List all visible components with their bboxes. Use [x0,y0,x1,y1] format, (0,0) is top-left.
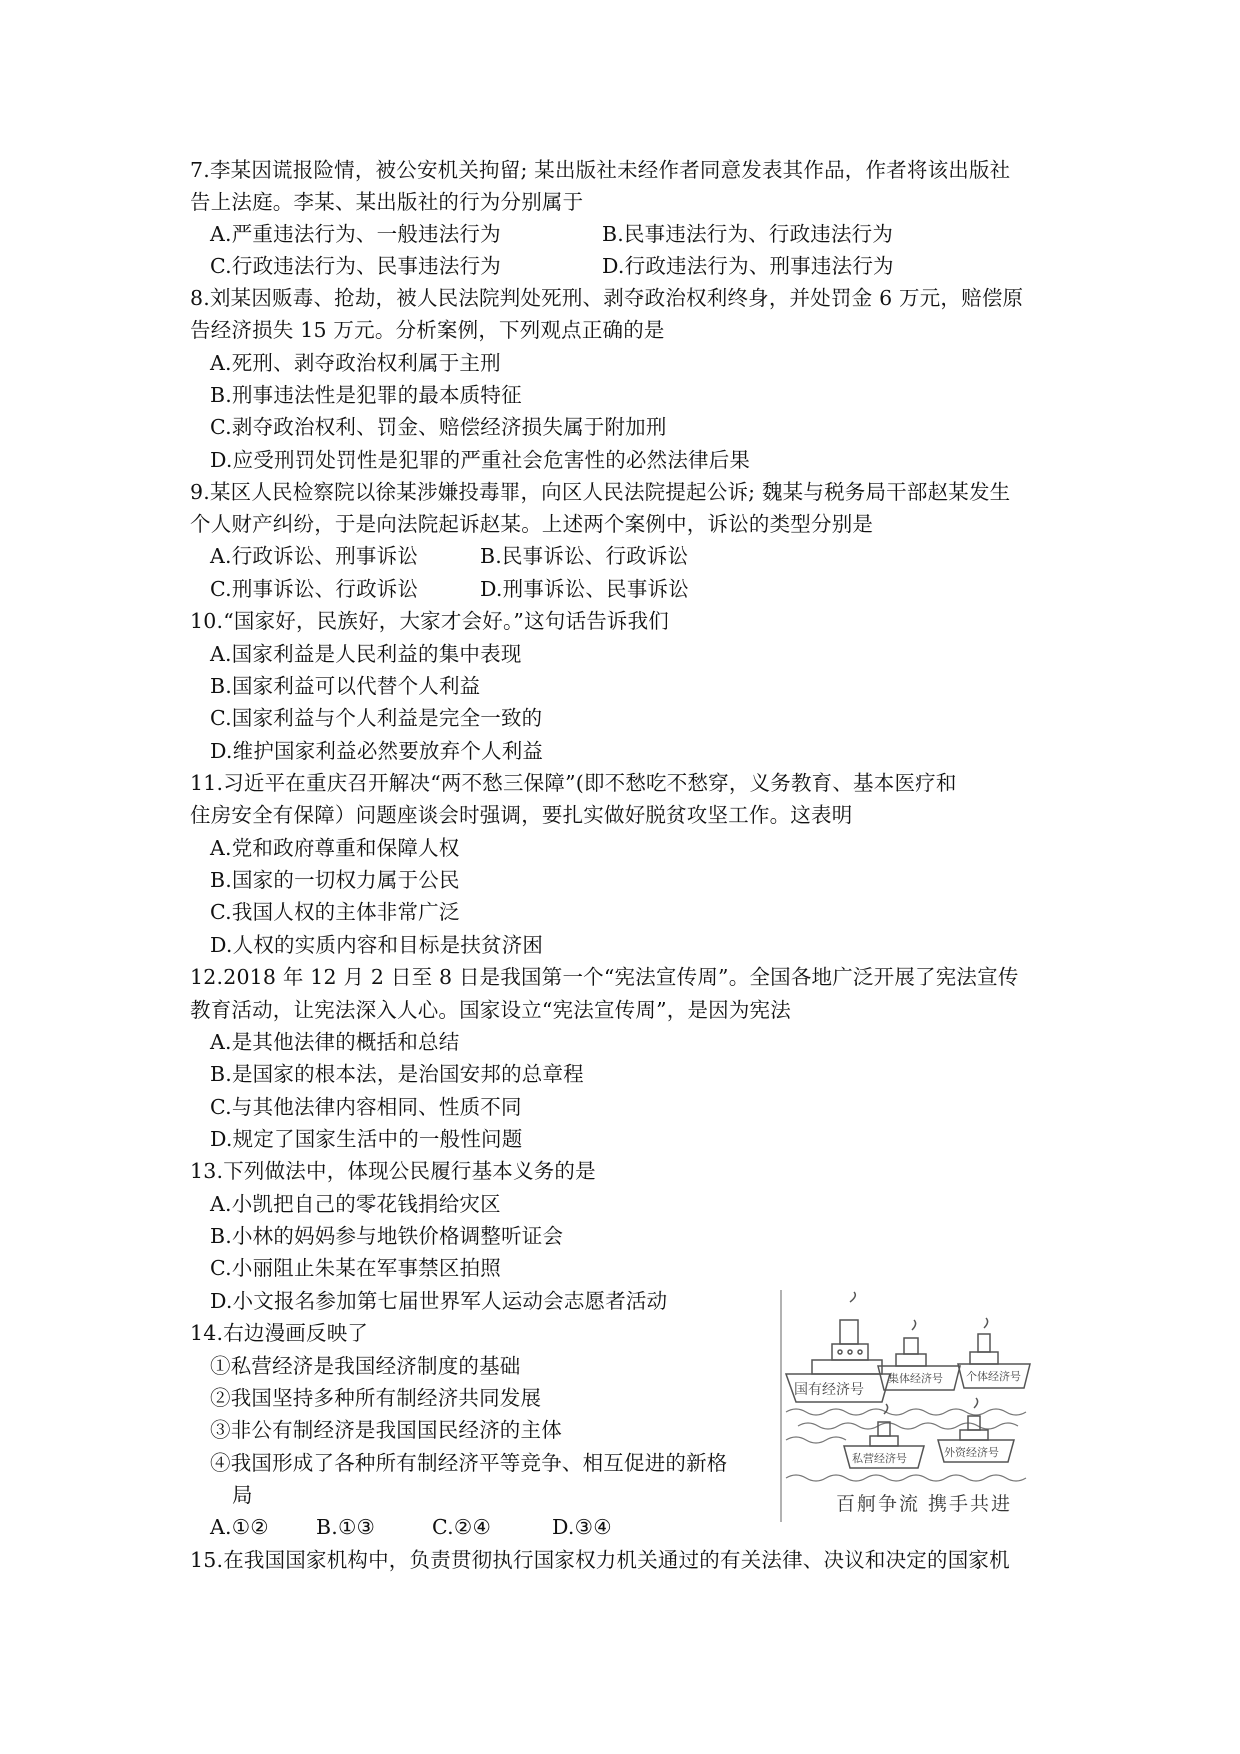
q14-statement-1: ①私营经济是我国经济制度的基础 [210,1354,521,1378]
q9-option-b: B.民事诉讼、行政诉讼 [480,544,689,568]
q10-option-a: A.国家利益是人民利益的集中表现 [210,642,522,666]
q13-stem: 13.下列做法中，体现公民履行基本义务的是 [190,1159,596,1183]
q14-stem: 14.右边漫画反映了 [190,1321,369,1345]
q8-option-d: D.应受刑罚处罚性是犯罪的严重社会危害性的必然法律后果 [210,448,751,472]
q7-option-b: B.民事违法行为、行政违法行为 [602,222,894,246]
q12-option-a: A.是其他法律的概括和总结 [210,1030,460,1054]
q9-option-d: D.刑事诉讼、民事诉讼 [480,577,689,601]
q11-option-a: A.党和政府尊重和保障人权 [210,836,460,860]
q8-option-c: C.剥夺政治权利、罚金、赔偿经济损失属于附加刑 [210,415,667,439]
q12-option-c: C.与其他法律内容相同、性质不同 [210,1095,522,1119]
cartoon-illustration [778,1290,1040,1522]
q14-statement-3: ③非公有制经济是我国国民经济的主体 [210,1418,562,1442]
q9-stem-line1: 9.某区人民检察院以徐某涉嫌投毒罪，向区人民法院提起公诉; 魏某与税务局干部赵某发生 [190,480,1011,504]
q12-stem-line1: 12.2018 年 12 月 2 日至 8 日是我国第一个“宪法宣传周”。全国各地广泛开展了宪法宣传 [190,965,1019,989]
q14-option-c: C.②④ [432,1515,492,1539]
q12-option-d: D.规定了国家生活中的一般性问题 [210,1127,523,1151]
q14-statement-2: ②我国坚持多种所有制经济共同发展 [210,1386,542,1410]
q7-stem-line1: 7.李某因谎报险情，被公安机关拘留; 某出版社未经作者同意发表其作品，作者将该出版社 [190,158,1011,182]
q13-option-b: B.小林的妈妈参与地铁价格调整听证会 [210,1224,564,1248]
q11-stem-line2: 住房安全有保障）问题座谈会时强调，要扎实做好脱贫攻坚工作。这表明 [190,803,853,827]
q10-option-c: C.国家利益与个人利益是完全一致的 [210,706,543,730]
q10-option-b: B.国家利益可以代替个人利益 [210,674,481,698]
ship5-label: 外资经济号 [944,1446,999,1459]
q10-option-d: D.维护国家利益必然要放弃个人利益 [210,739,544,763]
q8-stem-line1: 8.刘某因贩毒、抢劫，被人民法院判处死刑、剥夺政治权利终身，并处罚金 6 万元，赔偿原 [190,286,1024,310]
q11-option-c: C.我国人权的主体非常广泛 [210,900,460,924]
q12-stem-line2: 教育活动，让宪法深入人心。国家设立“宪法宣传周”，是因为宪法 [190,998,791,1022]
q14-option-d: D.③④ [552,1515,612,1539]
q14-option-a: A.①② [210,1515,269,1539]
q9-stem-line2: 个人财产纠纷，于是向法院起诉赵某。上述两个案例中，诉讼的类型分别是 [190,512,874,536]
ship2-label: 集体经济号 [888,1372,943,1385]
ship1-label: 国有经济号 [794,1382,864,1398]
q9-option-a: A.行政诉讼、刑事诉讼 [210,544,419,568]
q7-option-a: A.严重违法行为、一般违法行为 [210,222,501,246]
q7-option-d: D.行政违法行为、刑事违法行为 [602,254,894,278]
q13-option-c: C.小丽阻止朱某在军事禁区拍照 [210,1256,501,1280]
q9-option-c: C.刑事诉讼、行政诉讼 [210,577,419,601]
q13-option-a: A.小凯把自己的零花钱捐给灾区 [210,1192,501,1216]
q7-option-c: C.行政违法行为、民事违法行为 [210,254,501,278]
q8-option-b: B.刑事违法性是犯罪的最本质特征 [210,383,522,407]
q13-option-d: D.小文报名参加第七届世界军人运动会志愿者活动 [210,1289,668,1313]
ship4-label: 私营经济号 [852,1452,907,1465]
q14-statement-4-cont: 局 [232,1483,253,1507]
q11-option-b: B.国家的一切权力属于公民 [210,868,460,892]
ship3-label: 个体经济号 [966,1370,1021,1383]
cartoon-caption: 百舸争流 携手共进 [836,1493,1013,1515]
q15-stem-line1: 15.在我国国家机构中，负责贯彻执行国家权力机关通过的有关法律、决议和决定的国家机 [190,1548,1010,1572]
q14-statement-4: ④我国形成了各种所有制经济平等竞争、相互促进的新格 [210,1451,728,1475]
q8-option-a: A.死刑、剥夺政治权利属于主刑 [210,351,501,375]
q11-stem-line1: 11.习近平在重庆召开解决“两不愁三保障”(即不愁吃不愁穿，义务教育、基本医疗和 [190,771,957,795]
cartoon-background [778,1290,1040,1522]
q7-stem-line2: 告上法庭。李某、某出版社的行为分别属于 [190,190,584,214]
q8-stem-line2: 告经济损失 15 万元。分析案例，下列观点正确的是 [190,318,665,342]
q14-option-b: B.①③ [316,1515,376,1539]
q10-stem: 10.“国家好，民族好，大家才会好。”这句话告诉我们 [190,609,670,633]
q12-option-b: B.是国家的根本法，是治国安邦的总章程 [210,1062,584,1086]
q11-option-d: D.人权的实质内容和目标是扶贫济困 [210,933,544,957]
